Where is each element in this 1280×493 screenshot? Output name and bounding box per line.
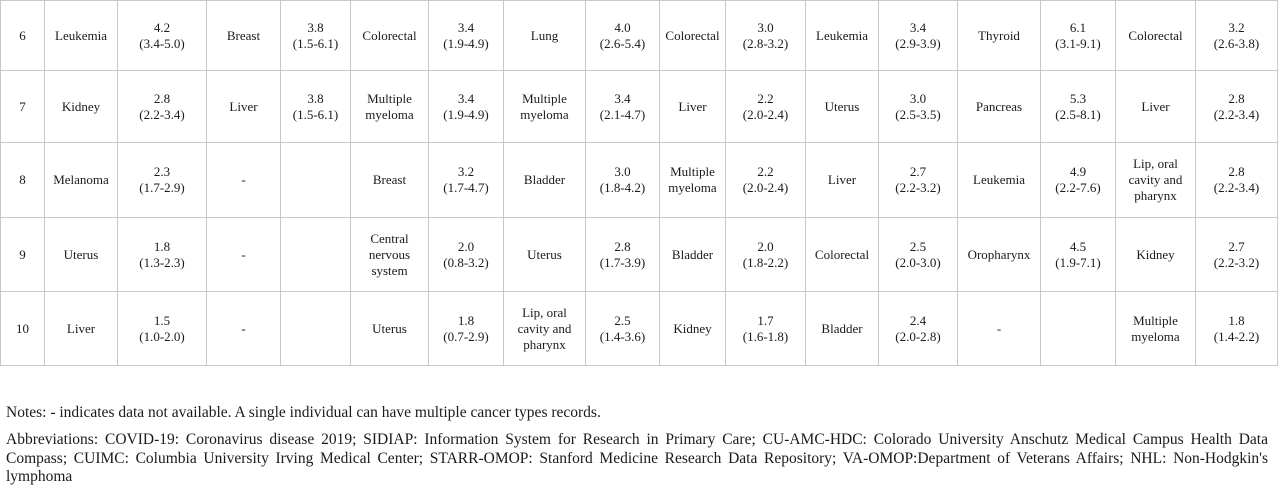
cancer-type-cell: Bladder [504, 143, 586, 218]
table-body [1, 1, 1278, 366]
rank-cell: 10 [1, 292, 45, 366]
rate-value-cell: 3.4 (1.9-4.9) [429, 1, 504, 71]
cancer-type-cell: Colorectal [1116, 1, 1196, 71]
rate-value-cell: 5.3 (2.5-8.1) [1041, 71, 1116, 143]
table-abbreviations: Abbreviations: COVID-19: Coronavirus disease 2019; SIDIAP: Information System for Research in Primary Care; CU-AMC-HDC: Colorado University Anschutz Medical Campus Health Data Compass; CUIMC: Columbia University Irving Medical Center; STARR-OMOP: Stanford Medicine Research Data Repository; VA-OMOP:Department of Veterans Affairs; NHL: Non-Hodgkin's lymphoma [6, 431, 1268, 485]
rate-value-cell: 4.5 (1.9-7.1) [1041, 218, 1116, 292]
rate-value-cell: 2.5 (2.0-3.0) [879, 218, 958, 292]
table-row [1, 143, 1278, 218]
cancer-type-cell: Oropharynx [958, 218, 1041, 292]
cancer-type-cell: Leukemia [958, 143, 1041, 218]
rate-value-cell: 3.2 (1.7-4.7) [429, 143, 504, 218]
rate-value-cell: 2.7 (2.2-3.2) [1196, 218, 1278, 292]
rate-value-cell: 6.1 (3.1-9.1) [1041, 1, 1116, 71]
cancer-type-cell: Liver [1116, 71, 1196, 143]
rank-cell: 6 [1, 1, 45, 71]
cancer-type-cell: Leukemia [45, 1, 118, 71]
rank-cell: 9 [1, 218, 45, 292]
cancer-type-cell: Central nervous system [351, 218, 429, 292]
cancer-type-cell: Liver [806, 143, 879, 218]
cancer-type-cell: Breast [207, 1, 281, 71]
cancer-type-cell: Lip, oral cavity and pharynx [504, 292, 586, 366]
table-row [1, 1, 1278, 71]
cancer-type-cell: Bladder [806, 292, 879, 366]
cancer-type-cell: Lung [504, 1, 586, 71]
cancer-type-cell: - [207, 143, 281, 218]
rate-value-cell: 4.0 (2.6-5.4) [586, 1, 660, 71]
rate-value-cell: 3.8 (1.5-6.1) [281, 71, 351, 143]
table-row [1, 71, 1278, 143]
rate-value-cell: 2.2 (2.0-2.4) [726, 71, 806, 143]
cancer-type-cell: Uterus [806, 71, 879, 143]
cancer-type-cell: Kidney [660, 292, 726, 366]
cancer-type-cell: Kidney [1116, 218, 1196, 292]
cancer-type-cell: Thyroid [958, 1, 1041, 71]
cancer-type-cell: Multiple myeloma [351, 71, 429, 143]
rate-value-cell: 3.0 (2.5-3.5) [879, 71, 958, 143]
rate-value-cell: 2.0 (0.8-3.2) [429, 218, 504, 292]
rate-value-cell: 2.4 (2.0-2.8) [879, 292, 958, 366]
rate-value-cell: 2.8 (1.7-3.9) [586, 218, 660, 292]
cancer-type-cell: Multiple myeloma [1116, 292, 1196, 366]
rate-value-cell: 3.2 (2.6-3.8) [1196, 1, 1278, 71]
cancer-type-cell: Liver [207, 71, 281, 143]
rate-value-cell: 2.8 (2.2-3.4) [1196, 71, 1278, 143]
rate-value-cell: 2.8 (2.2-3.4) [118, 71, 207, 143]
rate-value-cell: 3.0 (1.8-4.2) [586, 143, 660, 218]
rate-value-cell [281, 143, 351, 218]
cancer-type-cell: Liver [45, 292, 118, 366]
rate-value-cell: 1.5 (1.0-2.0) [118, 292, 207, 366]
rate-value-cell: 3.4 (2.9-3.9) [879, 1, 958, 71]
cancer-type-cell: Colorectal [351, 1, 429, 71]
cancer-type-cell: Multiple myeloma [504, 71, 586, 143]
table-row [1, 218, 1278, 292]
rate-value-cell: 1.8 (1.3-2.3) [118, 218, 207, 292]
cancer-type-cell: Breast [351, 143, 429, 218]
cancer-type-cell: Colorectal [660, 1, 726, 71]
rate-value-cell: 3.4 (2.1-4.7) [586, 71, 660, 143]
cancer-type-cell: Bladder [660, 218, 726, 292]
rate-value-cell: 3.4 (1.9-4.9) [429, 71, 504, 143]
rate-value-cell: 1.7 (1.6-1.8) [726, 292, 806, 366]
rate-value-cell: 1.8 (1.4-2.2) [1196, 292, 1278, 366]
rate-value-cell: 2.0 (1.8-2.2) [726, 218, 806, 292]
cancer-type-cell: Kidney [45, 71, 118, 143]
rank-cell: 8 [1, 143, 45, 218]
rate-value-cell: 2.8 (2.2-3.4) [1196, 143, 1278, 218]
rate-value-cell: 4.9 (2.2-7.6) [1041, 143, 1116, 218]
rate-value-cell: 2.3 (1.7-2.9) [118, 143, 207, 218]
cancer-type-cell: Leukemia [806, 1, 879, 71]
cancer-type-cell: Pancreas [958, 71, 1041, 143]
rate-value-cell: 4.2 (3.4-5.0) [118, 1, 207, 71]
cancer-type-cell: Multiple myeloma [660, 143, 726, 218]
rate-value-cell: 1.8 (0.7-2.9) [429, 292, 504, 366]
table-notes: Notes: - indicates data not available. A single individual can have multiple cancer types records. [6, 404, 601, 421]
rate-value-cell [281, 218, 351, 292]
cancer-type-cell: Melanoma [45, 143, 118, 218]
cancer-type-cell: - [207, 292, 281, 366]
cancer-type-cell: Uterus [504, 218, 586, 292]
rate-value-cell: 2.2 (2.0-2.4) [726, 143, 806, 218]
cancer-type-cell: Colorectal [806, 218, 879, 292]
table-row [1, 292, 1278, 366]
cancer-type-cell: Uterus [45, 218, 118, 292]
rate-value-cell [1041, 292, 1116, 366]
cancer-type-cell: - [958, 292, 1041, 366]
rank-cell: 7 [1, 71, 45, 143]
rate-value-cell: 3.8 (1.5-6.1) [281, 1, 351, 71]
rate-value-cell: 3.0 (2.8-3.2) [726, 1, 806, 71]
rate-value-cell: 2.7 (2.2-3.2) [879, 143, 958, 218]
rate-value-cell [281, 292, 351, 366]
cancer-type-cell: - [207, 218, 281, 292]
cancer-type-cell: Liver [660, 71, 726, 143]
cancer-type-cell: Uterus [351, 292, 429, 366]
rate-value-cell: 2.5 (1.4-3.6) [586, 292, 660, 366]
cancer-type-cell: Lip, oral cavity and pharynx [1116, 143, 1196, 218]
